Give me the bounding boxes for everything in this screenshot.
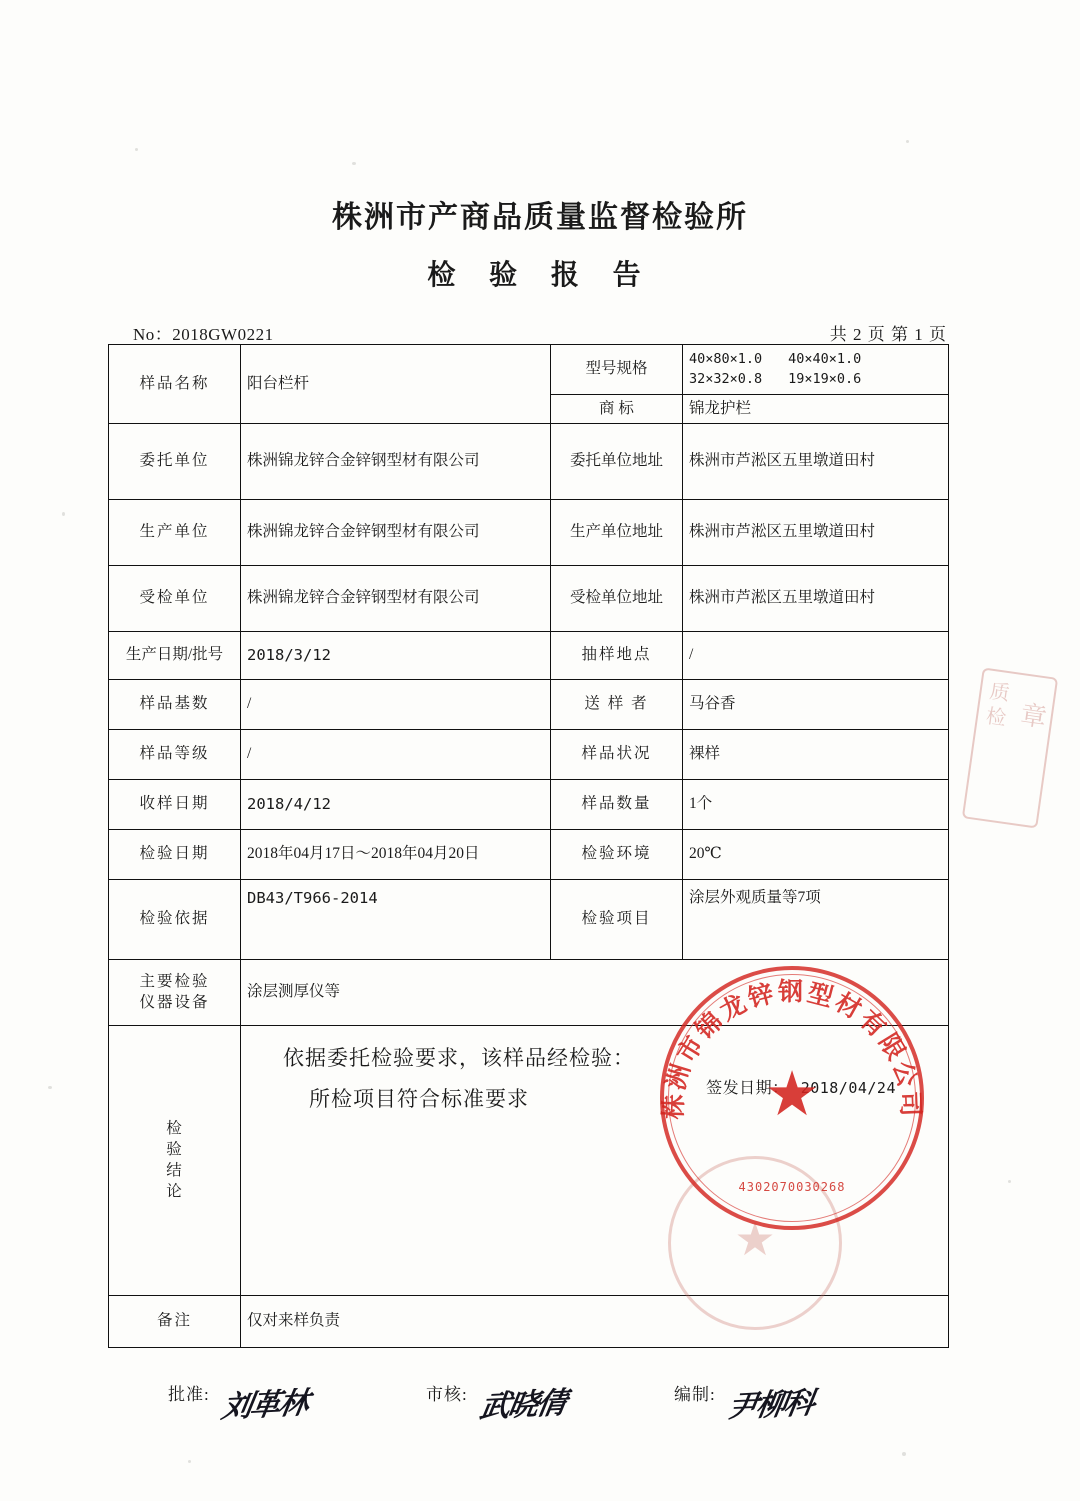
scan-speck: [188, 1460, 191, 1463]
star-icon: ★: [764, 1061, 820, 1129]
model-value-1: 40×80×1.0: [689, 351, 763, 367]
faint-side-seal: [951, 662, 1068, 834]
conclusion-label-char-1: 验: [166, 1141, 183, 1158]
sampling-place-value: /: [683, 632, 949, 680]
remark-label: 备注: [109, 1296, 241, 1348]
client-value: 株洲锦龙锌合金锌钢型材有限公司: [241, 424, 551, 500]
sender-value: 马谷香: [683, 680, 949, 730]
scan-speck: [62, 512, 65, 516]
table-row: [109, 880, 949, 960]
inspected-value: 株洲锦龙锌合金锌钢型材有限公司: [241, 566, 551, 632]
model-value: [683, 345, 949, 395]
environment-value: 20℃: [683, 830, 949, 880]
model-value-2: 40×40×1.0: [788, 351, 862, 367]
issue-date-value: 2018/04/24: [800, 1078, 896, 1097]
model-value-3: 32×32×0.8: [689, 371, 763, 388]
test-date-value: 2018年04月17日～2018年04月20日: [241, 830, 551, 880]
sample-grade-value: /: [241, 730, 551, 780]
sample-name-label: 样品名称: [109, 345, 241, 424]
sample-base-label: 样品基数: [109, 680, 241, 730]
scan-speck: [1008, 1180, 1011, 1183]
company-seal-name: 株洲市锦龙锌钢型材有限公司: [658, 977, 926, 1120]
faint-side-seal-border: [962, 667, 1058, 828]
client-address-value: 株洲市芦淞区五里墩道田村: [683, 424, 949, 500]
company-seal-code: 4302070030268: [738, 1180, 846, 1194]
test-items-label: 检验项目: [551, 880, 683, 960]
table-row: [109, 632, 949, 680]
conclusion-label-char-2: 结: [166, 1161, 183, 1179]
sample-name-value: 阳台栏杆: [241, 345, 551, 424]
issue-date-label: 签发日期：: [706, 1079, 789, 1097]
scan-speck: [902, 1452, 906, 1456]
sampling-place-label: 抽样地点: [551, 632, 683, 680]
producer-address-value: 株洲市芦淞区五里墩道田村: [683, 500, 949, 566]
table-row: [109, 500, 949, 566]
producer-label: 生产单位: [109, 500, 241, 566]
conclusion-label-char-0: 检: [166, 1120, 183, 1138]
production-date-label: 生产日期/批号: [109, 632, 241, 680]
sample-quantity-label: 样品数量: [551, 780, 683, 830]
equipment-label: [109, 960, 241, 1026]
faint-side-seal-text: 质检: [984, 678, 1012, 731]
report-title: 检 验 报 告: [427, 258, 653, 291]
page-counter: 共 2 页 第 1 页: [829, 325, 947, 344]
conclusion-label-char-3: 论: [166, 1182, 183, 1200]
conclusion-line-2: 所检项目符合标准要求: [309, 1086, 529, 1111]
equipment-label-line2: 仪器设备: [139, 993, 210, 1011]
table-row: [109, 780, 949, 830]
brand-value: 锦龙护栏: [683, 394, 949, 424]
model-label: 型号规格: [551, 345, 683, 395]
conclusion-label: [109, 1026, 241, 1296]
scan-speck: [135, 148, 138, 151]
table-row: [109, 680, 949, 730]
compile-label: 编制:: [674, 1385, 716, 1404]
table-row: [109, 345, 949, 395]
approve-signature: [168, 1380, 310, 1426]
sender-label: 送 样 者: [551, 680, 683, 730]
compile-signature: [674, 1380, 816, 1426]
production-date-value: 2018/3/12: [241, 632, 551, 680]
scan-speck: [906, 140, 909, 143]
inspected-label: 受检单位: [109, 566, 241, 632]
sample-condition-value: 裸样: [683, 730, 949, 780]
producer-value: 株洲锦龙锌合金锌钢型材有限公司: [241, 500, 551, 566]
equipment-label-line1: 主要检验: [139, 973, 210, 990]
sample-base-value: /: [241, 680, 551, 730]
environment-label: 检验环境: [551, 830, 683, 880]
approve-label: 批准:: [168, 1385, 210, 1404]
client-label: 委托单位: [109, 424, 241, 500]
receive-date-value: 2018/4/12: [241, 780, 551, 830]
scan-speck: [352, 162, 356, 165]
report-table: [108, 344, 949, 1348]
review-name: 武晓倩: [477, 1385, 568, 1426]
faint-side-seal-mark: 章: [1018, 700, 1049, 734]
equipment-value: 涂层测厚仪等: [241, 960, 949, 1026]
brand-label: 商 标: [551, 394, 683, 424]
page-title: 株洲市产商品质量监督检验所: [332, 200, 748, 235]
compile-name: 尹柳科: [725, 1385, 816, 1426]
sample-grade-label: 样品等级: [109, 730, 241, 780]
review-signature: [426, 1380, 568, 1426]
producer-address-label: 生产单位地址: [551, 500, 683, 566]
table-row: [109, 566, 949, 632]
table-row: [109, 960, 949, 1026]
report-number: No：2018GW0221: [133, 325, 274, 344]
inspected-address-label: 受检单位地址: [551, 566, 683, 632]
table-row: [109, 830, 949, 880]
signature-row: [108, 1372, 968, 1442]
table-row: [109, 730, 949, 780]
client-address-label: 委托单位地址: [551, 424, 683, 500]
table-row-conclusion: [109, 1026, 949, 1296]
basis-label: 检验依据: [109, 880, 241, 960]
sample-quantity-value: 1个: [683, 780, 949, 830]
basis-value: DB43/T966-2014: [241, 880, 551, 960]
model-value-4: 19×19×0.6: [788, 371, 862, 388]
star-icon: ★: [734, 1214, 776, 1265]
test-date-label: 检验日期: [109, 830, 241, 880]
conclusion-body: [241, 1026, 949, 1296]
test-items-value: 涂层外观质量等7项: [683, 880, 949, 960]
receive-date-label: 收样日期: [109, 780, 241, 830]
conclusion-line-1: 依据委托检验要求，该样品经检验：: [283, 1046, 635, 1071]
sample-condition-label: 样品状况: [551, 730, 683, 780]
approve-name: 刘革林: [219, 1385, 310, 1426]
review-label: 市核:: [426, 1385, 468, 1404]
table-row: [109, 424, 949, 500]
scan-speck: [48, 1086, 52, 1089]
inspected-address-value: 株洲市芦淞区五里墩道田村: [683, 566, 949, 632]
remark-value: 仅对来样负责: [241, 1296, 949, 1348]
issue-date: [706, 1078, 896, 1100]
table-row: [109, 1296, 949, 1348]
